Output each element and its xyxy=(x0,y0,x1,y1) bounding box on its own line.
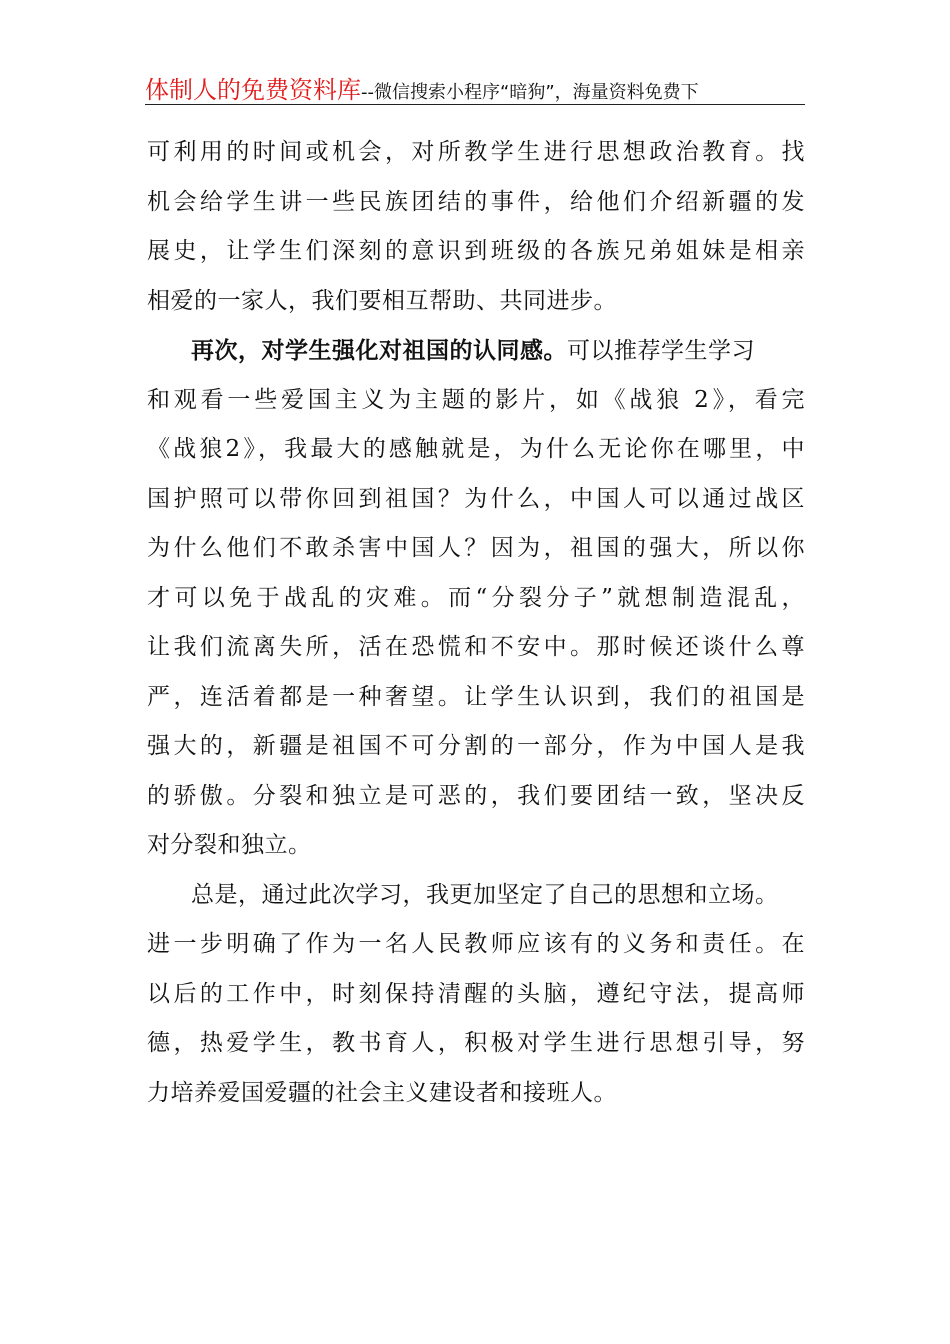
text-line: 的骄傲。分裂和独立是可恶的，我们要团结一致，坚决反 xyxy=(147,782,805,809)
text-line: 《战狼2》，我最大的感触就是，为什么无论你在哪里，中 xyxy=(147,436,805,462)
text-line: 强大的，新疆是祖国不可分割的一部分，作为中国人是我 xyxy=(147,733,805,759)
text-line: 相爱的一家人，我们要相互帮助、共同进步。 xyxy=(147,287,617,314)
document-body xyxy=(147,128,822,1118)
header-tagline: --微信搜索小程序“暗狗”，海量资料免费下 xyxy=(361,82,699,103)
text-line: 德，热爱学生，教书育人，积极对学生进行思想引导，努 xyxy=(147,1030,805,1056)
text-line: 展史，让学生们深刻的意识到班级的各族兄弟姐妹是相亲 xyxy=(147,238,805,264)
text-line: 和观看一些爱国主义为主题的影片，如《战狼 2》，看完 xyxy=(147,386,805,413)
bold-lead: 再次，对学生强化对祖国的认同感。 xyxy=(191,337,567,364)
text-line: 为什么他们不敢杀害中国人？因为，祖国的强大，所以你 xyxy=(147,535,805,561)
text-line: 可利用的时间或机会，对所教学生进行思想政治教育。找 xyxy=(147,139,805,165)
header-brand: 体制人的免费资料库 xyxy=(145,76,361,104)
text-line: 机会给学生讲一些民族团结的事件，给他们介绍新疆的发 xyxy=(147,188,805,215)
paragraph-1 xyxy=(147,128,822,326)
lead-rest: 可以推荐学生学习 xyxy=(567,338,755,364)
paragraph-3 xyxy=(147,871,822,1119)
text-line: 让我们流离失所，活在恐慌和不安中。那时候还谈什么尊 xyxy=(147,634,805,660)
text-line: 以后的工作中，时刻保持清醒的头脑，遵纪守法，提高师 xyxy=(147,980,805,1007)
text-line: 对分裂和独立。 xyxy=(147,832,312,858)
text-line: 严，连活着都是一种奢望。让学生认识到，我们的祖国是 xyxy=(147,683,805,710)
text-line: 进一步明确了作为一名人民教师应该有的义务和责任。在 xyxy=(147,931,805,957)
paragraph-2 xyxy=(147,326,822,871)
text-line: 力培养爱国爱疆的社会主义建设者和接班人。 xyxy=(147,1079,617,1106)
text-line-lead xyxy=(147,326,822,376)
page-header xyxy=(145,70,805,105)
text-line: 国护照可以带你回到祖国？为什么，中国人可以通过战区 xyxy=(147,485,805,512)
text-line: 才可以免于战乱的灾难。而“分裂分子”就想制造混乱， xyxy=(147,584,805,611)
text-line-first: 总是，通过此次学习，我更加坚定了自己的思想和立场。 xyxy=(191,881,779,908)
